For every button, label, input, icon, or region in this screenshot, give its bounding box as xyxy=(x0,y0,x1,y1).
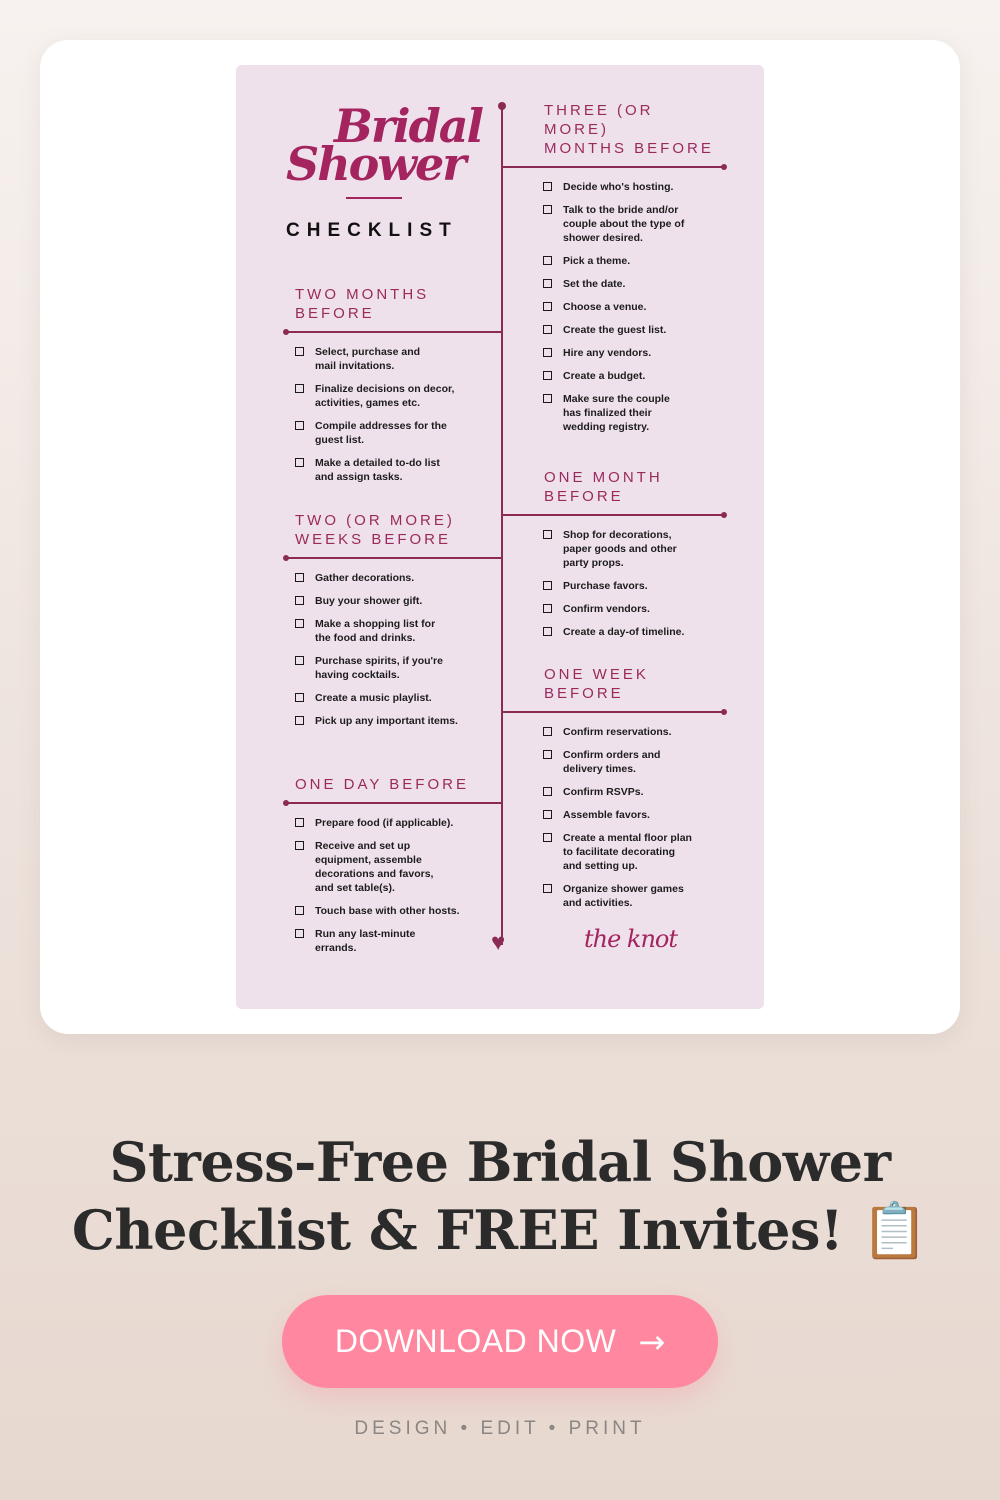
item-text: Buy your shower gift. xyxy=(315,595,423,607)
checklist-item xyxy=(295,927,502,955)
item-text: Organize shower games and activities. xyxy=(563,883,684,909)
section-line xyxy=(286,331,502,333)
checkbox-icon xyxy=(543,627,552,636)
checklist-item xyxy=(543,392,724,434)
section-title: TWO MONTHS BEFORE xyxy=(295,286,430,322)
item-text: Confirm reservations. xyxy=(563,726,672,738)
checklist-item xyxy=(543,254,724,268)
item-text: Decide who's hosting. xyxy=(563,181,674,193)
the-knot-logo: the knot xyxy=(584,925,678,953)
checkbox-icon xyxy=(543,750,552,759)
checklist-item xyxy=(543,785,724,799)
checkbox-icon xyxy=(295,841,304,850)
tagline: DESIGN • EDIT • PRINT xyxy=(354,1418,646,1439)
item-text: Run any last-minute errands. xyxy=(315,928,416,954)
section-title: ONE WEEK BEFORE xyxy=(544,666,649,702)
checklist-items xyxy=(286,571,502,728)
section-line xyxy=(502,711,724,713)
checklist-item xyxy=(543,602,724,616)
checkbox-icon xyxy=(295,716,304,725)
checklist-item xyxy=(295,839,502,895)
checklist-item xyxy=(543,725,724,739)
item-text: Confirm vendors. xyxy=(563,603,650,615)
checklist-item xyxy=(543,323,724,337)
checklist-item xyxy=(295,571,502,585)
checklist-item xyxy=(295,456,502,484)
section-three-months-before xyxy=(502,101,724,443)
checkbox-icon xyxy=(543,371,552,380)
item-text: Make a detailed to-do list and assign tasks. xyxy=(315,457,440,483)
checklist-item xyxy=(543,300,724,314)
section-title: TWO (OR MORE) WEEKS BEFORE xyxy=(295,512,455,548)
checklist-item xyxy=(543,528,724,570)
checklist-item xyxy=(295,594,502,608)
item-text: Create the guest list. xyxy=(563,324,667,336)
item-text: Create a mental floor plan to facilitate decorating and setting up. xyxy=(563,832,692,872)
checkbox-icon xyxy=(543,394,552,403)
checkbox-icon xyxy=(295,573,304,582)
checkbox-icon xyxy=(295,347,304,356)
item-text: Confirm RSVPs. xyxy=(563,786,644,798)
checkbox-icon xyxy=(543,810,552,819)
heart-icon: ♥ xyxy=(491,929,506,956)
section-one-month-before xyxy=(502,468,724,648)
section-two-months-before xyxy=(286,285,502,493)
title-divider xyxy=(346,197,402,199)
checklist-item xyxy=(543,180,724,194)
checkbox-icon xyxy=(295,596,304,605)
checkbox-icon xyxy=(295,656,304,665)
checklist-item xyxy=(543,808,724,822)
checklist-item xyxy=(543,579,724,593)
item-text: Hire any vendors. xyxy=(563,347,652,359)
item-text: Confirm orders and delivery times. xyxy=(563,749,661,775)
preview-card xyxy=(40,40,960,1034)
checklist-item xyxy=(295,419,502,447)
checklist-item xyxy=(543,203,724,245)
item-text: Talk to the bride and/or couple about the type of shower desired. xyxy=(563,204,685,244)
section-line xyxy=(286,557,502,559)
download-button-label: DOWNLOAD NOW xyxy=(334,1323,617,1359)
section-line xyxy=(502,166,724,168)
checkbox-icon xyxy=(543,581,552,590)
checklist-item xyxy=(543,369,724,383)
brand-line-1: Bridal xyxy=(334,99,483,153)
checklist-item xyxy=(543,277,724,291)
item-text: Assemble favors. xyxy=(563,809,650,821)
checkbox-icon xyxy=(295,929,304,938)
item-text: Create a budget. xyxy=(563,370,646,382)
item-text: Set the date. xyxy=(563,278,626,290)
checkbox-icon xyxy=(543,604,552,613)
item-text: Create a day-of timeline. xyxy=(563,626,685,638)
checklist-items xyxy=(502,725,724,910)
section-line xyxy=(502,514,724,516)
section-title: ONE DAY BEFORE xyxy=(295,776,469,793)
checkbox-icon xyxy=(543,727,552,736)
checklist-item xyxy=(295,382,502,410)
checklist-items xyxy=(502,180,724,434)
checkbox-icon xyxy=(295,421,304,430)
checkbox-icon xyxy=(295,458,304,467)
checkbox-icon xyxy=(295,693,304,702)
item-text: Make a shopping list for the food and drinks. xyxy=(315,618,436,644)
item-text: Prepare food (if applicable). xyxy=(315,817,454,829)
checkbox-icon xyxy=(543,530,552,539)
checklist-item xyxy=(543,748,724,776)
checklist-item xyxy=(543,346,724,360)
checklist-item xyxy=(543,882,724,910)
brand-line-2: Shower xyxy=(286,137,465,191)
checklist-item xyxy=(543,831,724,873)
checkbox-icon xyxy=(543,182,552,191)
checkbox-icon xyxy=(543,787,552,796)
checkbox-icon xyxy=(543,325,552,334)
checkbox-icon xyxy=(543,833,552,842)
checklist-items xyxy=(502,528,724,639)
checklist-item xyxy=(295,617,502,645)
item-text: Finalize decisions on decor, activities, games etc. xyxy=(315,383,455,409)
checkbox-icon xyxy=(543,205,552,214)
section-title: THREE (OR MORE) MONTHS BEFORE xyxy=(544,102,714,157)
item-text: Pick a theme. xyxy=(563,255,631,267)
download-now-button[interactable] xyxy=(282,1295,718,1388)
checkbox-icon xyxy=(543,348,552,357)
item-text: Pick up any important items. xyxy=(315,715,458,727)
checklist-item xyxy=(295,691,502,705)
checklist-items xyxy=(286,816,502,955)
checklist-item xyxy=(295,816,502,830)
section-one-week-before xyxy=(502,665,724,919)
section-line xyxy=(286,802,502,804)
checklist-item xyxy=(295,904,502,918)
item-text: Select, purchase and mail invitations. xyxy=(315,346,421,372)
checklist-item xyxy=(295,345,502,373)
arrow-right-icon: → xyxy=(638,1322,666,1361)
checklist-sheet xyxy=(236,65,764,1009)
checklist-item xyxy=(295,714,502,728)
item-text: Make sure the couple has finalized their wedding registry. xyxy=(563,393,670,433)
checkbox-icon xyxy=(295,384,304,393)
item-text: Receive and set up equipment, assemble decorations and favors, and set table(s). xyxy=(315,840,434,894)
checkbox-icon xyxy=(543,884,552,893)
checkbox-icon xyxy=(543,256,552,265)
item-text: Touch base with other hosts. xyxy=(315,905,460,917)
bridal-shower-title xyxy=(286,99,483,191)
checklist-item xyxy=(543,625,724,639)
checkbox-icon xyxy=(543,279,552,288)
checkbox-icon xyxy=(295,818,304,827)
item-text: Shop for decorations, paper goods and other party props. xyxy=(563,529,677,569)
section-title: ONE MONTH BEFORE xyxy=(544,469,663,505)
item-text: Compile addresses for the guest list. xyxy=(315,420,447,446)
checklist-item xyxy=(295,654,502,682)
headline: Stress-Free Bridal Shower Checklist & FREE Invites! 📋 xyxy=(71,1130,929,1262)
checklist-subtitle: CHECKLIST xyxy=(286,220,458,241)
section-two-weeks-before xyxy=(286,511,502,737)
item-text: Purchase spirits, if you're having cocktails. xyxy=(315,655,443,681)
checkbox-icon xyxy=(295,619,304,628)
item-text: Choose a venue. xyxy=(563,301,647,313)
checkbox-icon xyxy=(543,302,552,311)
item-text: Purchase favors. xyxy=(563,580,648,592)
checklist-items xyxy=(286,345,502,484)
section-one-day-before xyxy=(286,775,502,964)
checkbox-icon xyxy=(295,906,304,915)
item-text: Create a music playlist. xyxy=(315,692,432,704)
item-text: Gather decorations. xyxy=(315,572,415,584)
